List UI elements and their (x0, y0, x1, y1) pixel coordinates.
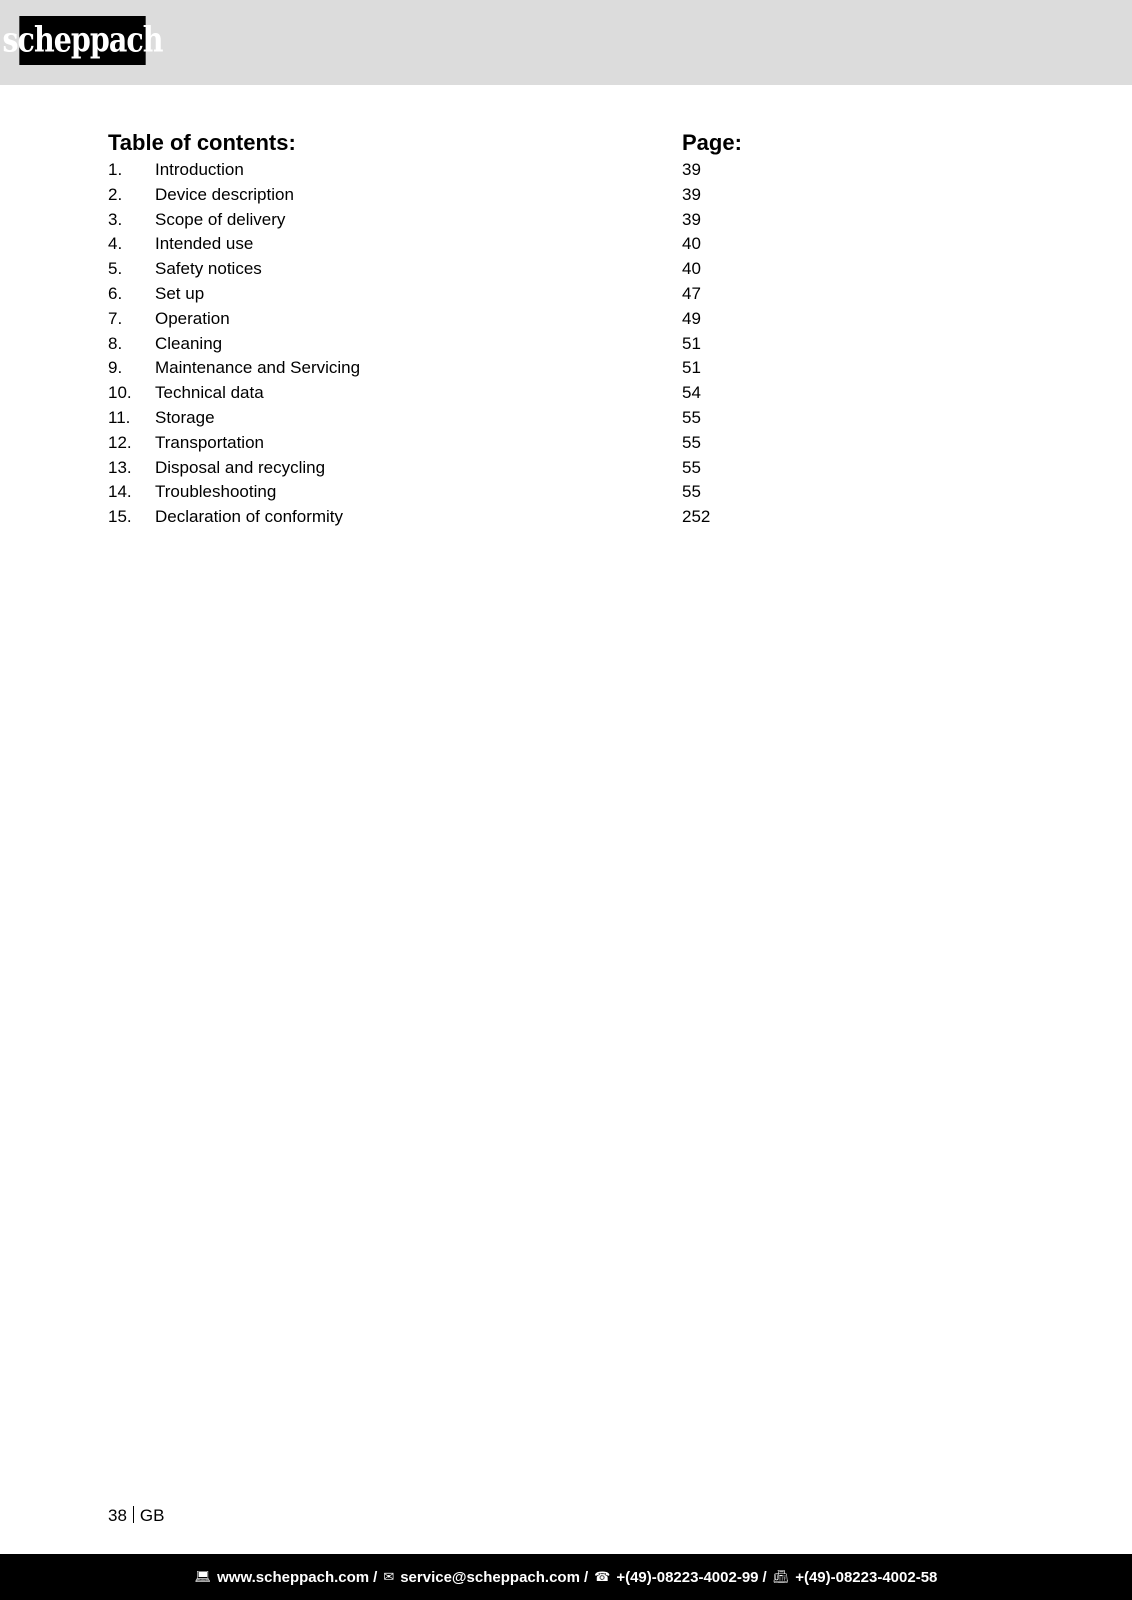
fax-icon: 📠︎ (772, 1569, 790, 1585)
phone-icon: ☎ (594, 1569, 611, 1585)
toc-item-label: Device description (155, 184, 294, 204)
toc-item-number: 13. (108, 457, 132, 477)
page-number-footer (108, 1504, 164, 1528)
toc-item-number: 1. (108, 160, 123, 179)
page-number: 38 (108, 1506, 127, 1525)
toc-item[interactable] (108, 307, 908, 332)
toc-item-number: 14. (108, 482, 132, 502)
toc-item-label: Maintenance and Servicing (155, 358, 361, 378)
toc-item-page: 39 (682, 160, 701, 179)
toc-item-label: Intended use (155, 234, 254, 254)
toc-title: Table of contents: (108, 130, 296, 155)
toc-item[interactable] (108, 158, 908, 183)
toc-item[interactable] (108, 257, 908, 282)
toc-item-label: Safety notices (155, 259, 262, 279)
toc-item-number: 2. (108, 184, 123, 204)
computer-icon: 💻︎ (194, 1569, 212, 1585)
toc-item-label: Operation (155, 308, 230, 328)
page-header (0, 0, 1132, 85)
toc-item-label: Declaration of conformity (155, 507, 344, 527)
separator: / (373, 1568, 378, 1586)
toc-item[interactable] (108, 431, 908, 456)
toc-item[interactable] (108, 208, 908, 233)
toc-item-number: 8. (108, 333, 123, 353)
scheppach-logo (2, 16, 163, 65)
toc-item-page: 51 (682, 358, 701, 378)
toc-item-page: 55 (682, 432, 701, 452)
toc-item-label: Technical data (155, 383, 264, 403)
toc-item[interactable] (108, 332, 908, 357)
toc-item[interactable] (108, 480, 908, 505)
toc-page-heading: Page: (682, 130, 742, 155)
logo-text: scheppach (2, 20, 163, 61)
toc-item-label: Disposal and recycling (155, 457, 326, 477)
divider (133, 1506, 134, 1523)
toc-item-label: Introduction (155, 160, 244, 179)
phone-number[interactable]: +(49)-08223-4002-99 (616, 1568, 759, 1586)
contact-bar (0, 1554, 1132, 1600)
toc-item-page: 47 (682, 283, 701, 303)
toc-item-page: 55 (682, 482, 701, 502)
toc-item-number: 5. (108, 259, 123, 279)
toc-item-page: 55 (682, 457, 701, 477)
toc-item[interactable] (108, 381, 908, 406)
toc-list (108, 158, 908, 530)
toc-item-number: 15. (108, 507, 132, 527)
toc-item-label: Cleaning (155, 333, 223, 353)
toc-item-page: 40 (682, 259, 701, 279)
toc-item[interactable] (108, 183, 908, 208)
toc-item-number: 9. (108, 358, 123, 378)
toc-item-page: 252 (682, 507, 711, 527)
mail-icon: ✉ (383, 1569, 395, 1585)
toc-item-number: 7. (108, 308, 123, 328)
toc-item-page: 51 (682, 333, 701, 353)
toc-item-number: 6. (108, 283, 123, 303)
toc-item-number: 11. (108, 407, 131, 427)
toc-item[interactable] (108, 505, 908, 530)
toc-item-number: 10. (108, 383, 132, 403)
toc-item[interactable] (108, 356, 908, 381)
toc-item-number: 4. (108, 234, 123, 254)
toc-item-page: 54 (682, 383, 701, 403)
separator: / (583, 1568, 589, 1586)
toc-item-page: 55 (682, 407, 701, 427)
toc-item-label: Transportation (155, 432, 264, 452)
toc-item-page: 39 (682, 209, 701, 229)
toc-item[interactable] (108, 456, 908, 481)
toc-item-page: 40 (682, 234, 701, 254)
toc-item-label: Troubleshooting (155, 482, 277, 502)
toc-item-page: 49 (682, 308, 701, 328)
toc-item[interactable] (108, 406, 908, 431)
toc-item-page: 39 (682, 184, 701, 204)
toc-item-number: 12. (108, 432, 132, 452)
website-link[interactable]: www.scheppach.com (217, 1568, 370, 1586)
toc-item-number: 3. (108, 209, 123, 229)
toc-item[interactable] (108, 282, 908, 307)
language-code: GB (139, 1506, 165, 1525)
toc-item-label: Scope of delivery (155, 209, 286, 229)
separator: / (762, 1568, 767, 1586)
email-link[interactable]: service@scheppach.com (400, 1568, 580, 1586)
toc-item[interactable] (108, 232, 908, 257)
toc-item-label: Storage (155, 407, 215, 427)
toc-item-label: Set up (155, 283, 205, 303)
fax-number[interactable]: +(49)-08223-4002-58 (795, 1568, 938, 1586)
